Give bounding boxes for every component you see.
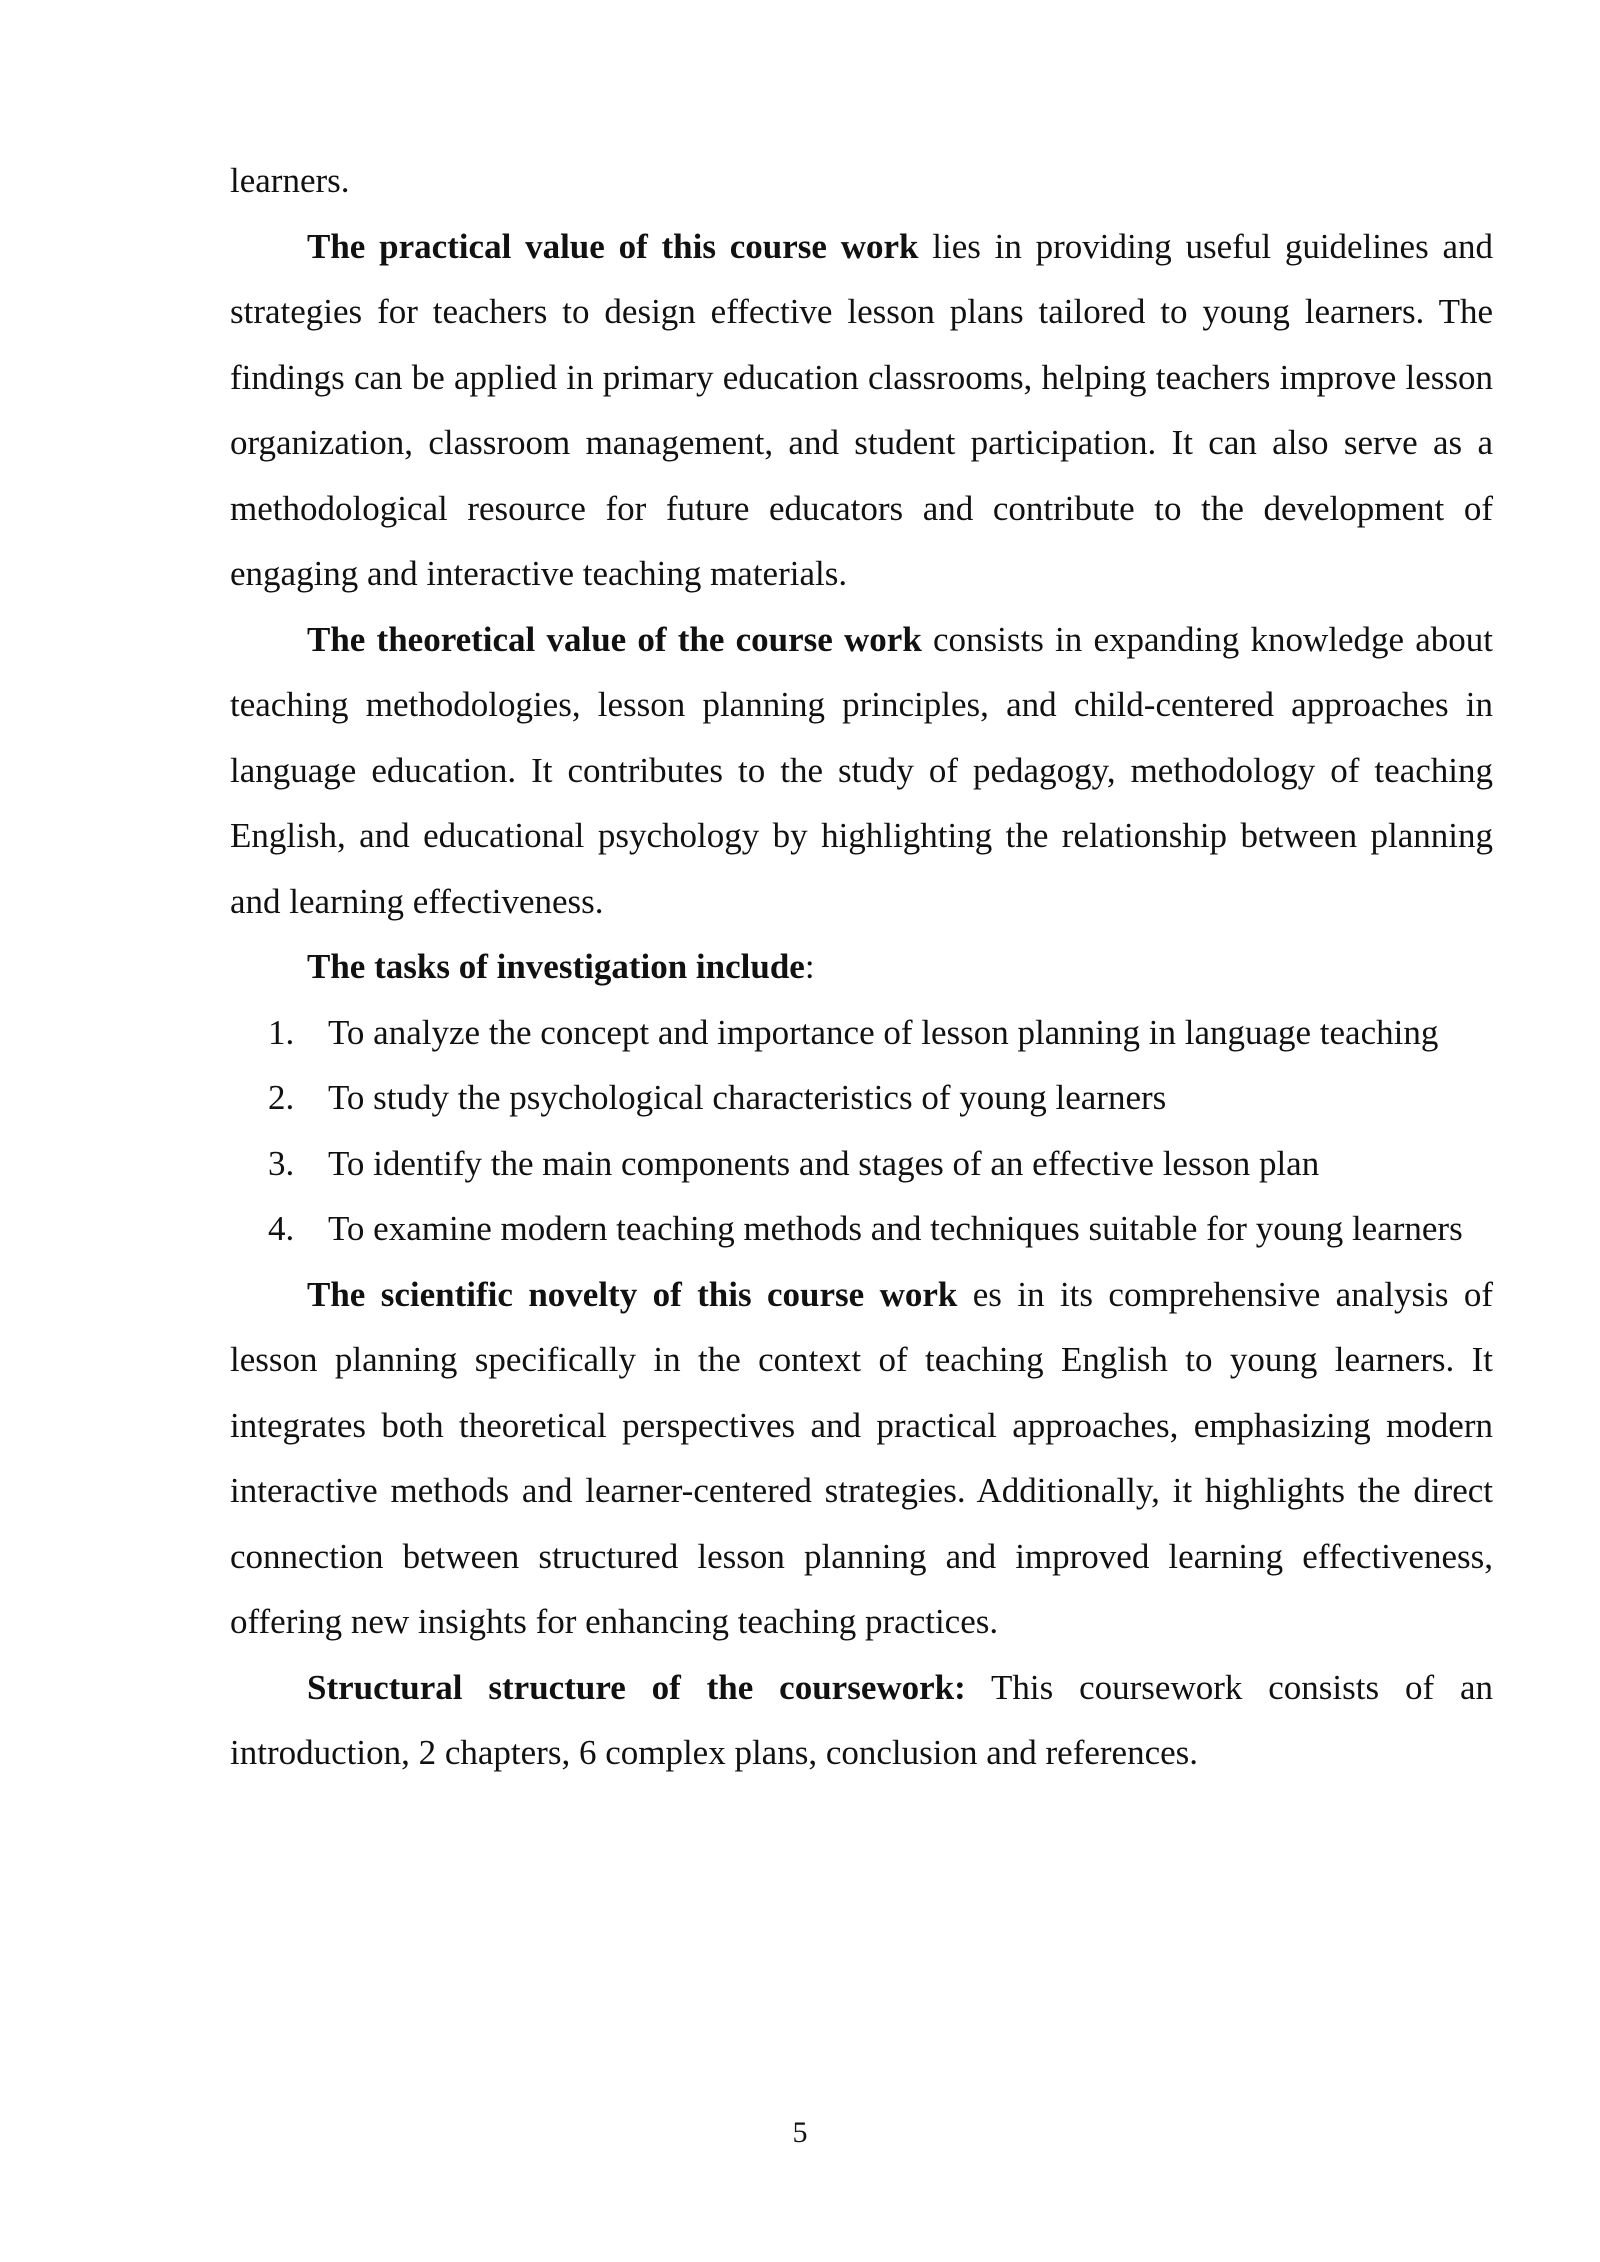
theoretical-value-heading: The theoretical value of the course work bbox=[307, 619, 922, 659]
tasks-heading: The tasks of investigation include bbox=[307, 947, 805, 986]
practical-value-heading: The practical value of this course work bbox=[307, 226, 919, 266]
scientific-novelty-heading: The scientific novelty of this course work bbox=[307, 1274, 958, 1314]
practical-value-body: lies in providing useful guidelines and strategies for teachers to design effective lesson plans tailored to young learners. The findings can be applied in primary education classrooms, helping teachers improve lesson organization, classroom management, and student participation. It can also serve as a methodological resource for future educators and contribute to the development of engaging and interactive teaching materials. bbox=[230, 226, 1493, 593]
task-item bbox=[230, 1196, 1493, 1262]
structure-body: This coursework consists of an introduction, 2 chapters, 6 complex plans, conclusion and references. bbox=[230, 1667, 1493, 1772]
task-item-text: To examine modern teaching methods and techniques suitable for young learners bbox=[328, 1209, 1463, 1248]
task-item-number: 3. bbox=[268, 1143, 295, 1183]
task-item bbox=[230, 1065, 1493, 1131]
scientific-novelty-paragraph bbox=[230, 1262, 1493, 1655]
structure-paragraph bbox=[230, 1655, 1493, 1786]
tasks-heading-colon: : bbox=[804, 947, 815, 986]
tasks-heading-paragraph bbox=[230, 934, 1493, 1000]
task-item-number: 4. bbox=[268, 1209, 295, 1248]
practical-value-paragraph bbox=[230, 214, 1493, 607]
structure-heading: Structural structure of the coursework: bbox=[307, 1667, 966, 1707]
task-item-text: To study the psychological characteristics of young learners bbox=[328, 1078, 1167, 1117]
document-page bbox=[230, 148, 1493, 1786]
lead-fragment bbox=[230, 148, 1493, 214]
task-item-number: 2. bbox=[268, 1078, 295, 1117]
theoretical-value-paragraph bbox=[230, 607, 1493, 935]
task-item bbox=[230, 1131, 1493, 1197]
task-item-number: 1. bbox=[268, 1012, 295, 1052]
page-number: 5 bbox=[792, 2116, 808, 2149]
theoretical-value-body: consists in expanding knowledge about teaching methodologies, lesson planning principles, and child-centered approaches in language education. It contributes to the study of pedagogy, methodology of teaching English, and educational psychology by highlighting the relationship between planning and learning effectiveness. bbox=[230, 619, 1493, 921]
task-item bbox=[230, 1000, 1493, 1066]
task-item-text: To identify the main components and stages of an effective lesson plan bbox=[328, 1143, 1320, 1183]
task-item-text: To analyze the concept and importance of lesson planning in language teaching bbox=[328, 1012, 1439, 1052]
scientific-novelty-body: es in its comprehensive analysis of lesson planning specifically in the context of teaching English to young learners. It integrates both theoretical perspectives and practical approaches, emphasizing modern interactive methods and learner-centered strategies. Additionally, it highlights the direct connection between structured lesson planning and improved learning effectiveness, offering new insights for enhancing teaching practices. bbox=[230, 1274, 1493, 1641]
lead-fragment-text: learners. bbox=[230, 161, 350, 200]
